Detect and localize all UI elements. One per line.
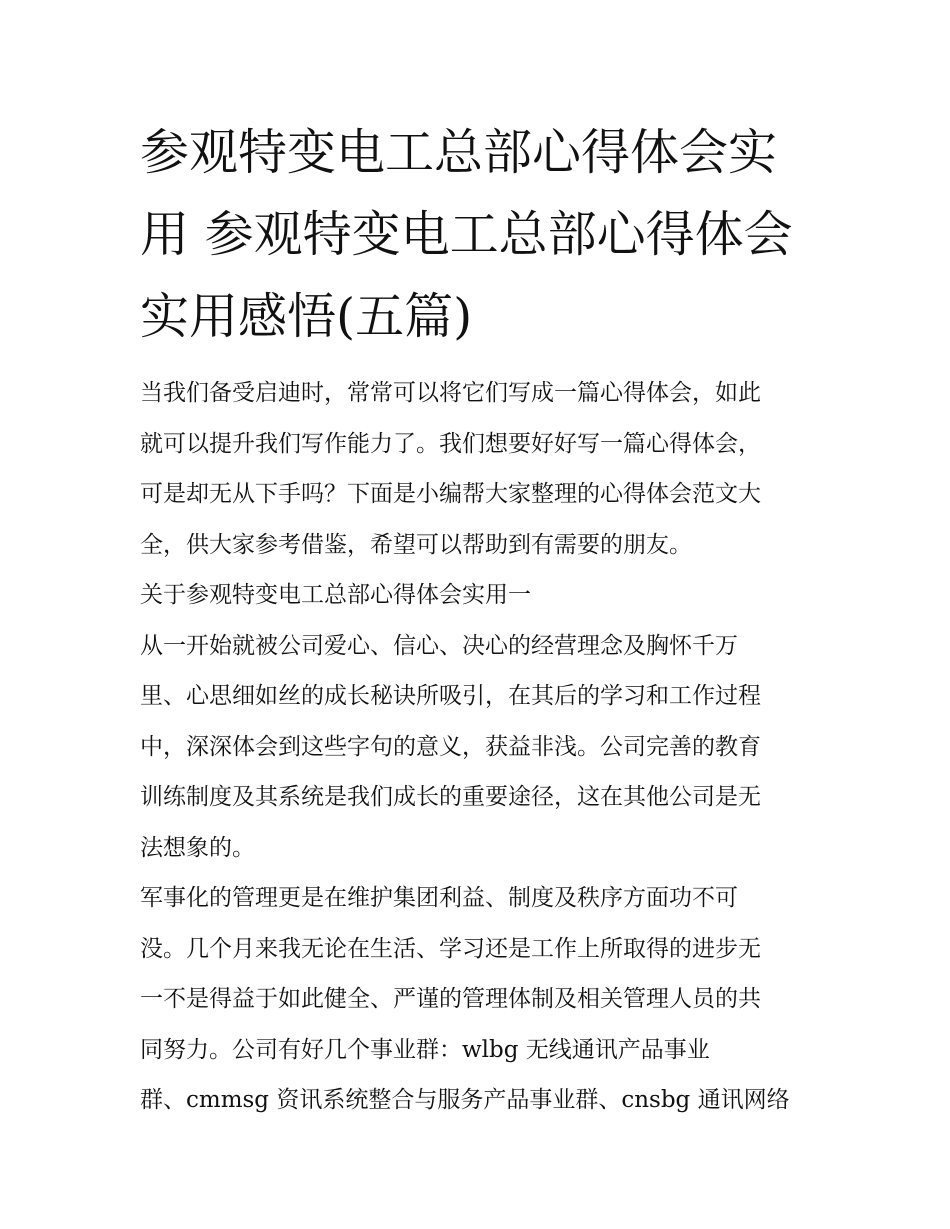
intro-line: 可是却无从下手吗？下面是小编帮大家整理的心得体会范文大 (140, 481, 761, 507)
title-line: 实用感悟(五篇) (140, 288, 473, 345)
paragraph-line: 没。几个月来我无论在生活、学习还是工作上所取得的进步无 (140, 935, 761, 962)
paragraph-line: 一不是得益于如此健全、严谨的管理体制及相关管理人员的共 (140, 986, 761, 1012)
paragraph-line: 军事化的管理更是在维护集团利益、制度及秩序方面功不可 (140, 885, 738, 911)
title-line: 用 参观特变电工总部心得体会 (140, 206, 793, 263)
intro-line: 当我们备受启迪时，常常可以将它们写成一篇心得体会，如此 (140, 380, 761, 406)
document-body (140, 368, 812, 1126)
document-page (140, 112, 812, 1126)
paragraph-line: 从一开始就被公司爱心、信心、决心的经营理念及胸怀千万 (140, 632, 738, 659)
paragraph-line: 里、心思细如丝的成长秘诀所吸引，在其后的学习和工作过程 (140, 683, 761, 709)
paragraph-line: 同努力。公司有好几个事业群：wlbg 无线通讯产品事业 (140, 1036, 710, 1063)
section-heading: 关于参观特变电工总部心得体会实用一 (140, 582, 531, 608)
paragraph-line: 中，深深体会到这些字句的意义，获益非浅。公司完善的教育 (140, 733, 761, 760)
paragraph-line: 训练制度及其系统是我们成长的重要途径，这在其他公司是无 (140, 784, 761, 810)
intro-line: 全，供大家参考借鉴，希望可以帮助到有需要的朋友。 (140, 531, 692, 558)
intro-line: 就可以提升我们写作能力了。我们想要好好写一篇心得体会， (140, 430, 761, 457)
paragraph-line: 法想象的。 (140, 834, 255, 861)
title-line: 参观特变电工总部心得体会实 (140, 124, 778, 181)
document-title (140, 112, 812, 358)
paragraph-line: 群、cmmsg 资讯系统整合与服务产品事业群、cnsbg 通讯网络 (140, 1087, 790, 1113)
